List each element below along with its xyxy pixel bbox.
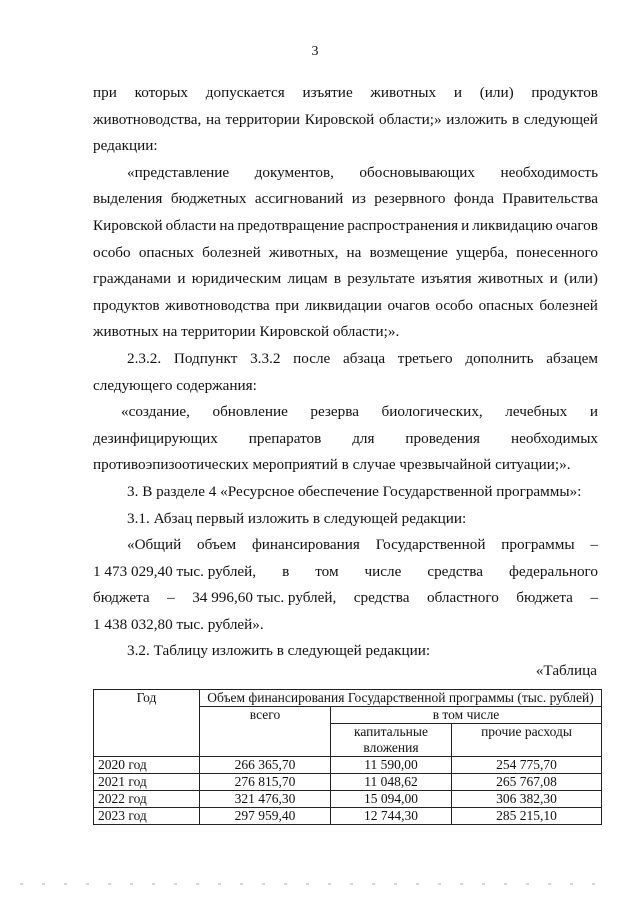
text-word: распространения (347, 216, 459, 234)
text-word: понесенного (516, 243, 598, 261)
cell-year: 2021 год (94, 774, 200, 791)
text-word: дезинфицирующих (93, 429, 218, 447)
table-row (94, 791, 602, 808)
cell-total: 321 476,30 (200, 791, 331, 808)
text-word: Подпункт (173, 349, 238, 367)
text-line (93, 240, 598, 267)
text-word: изъятие (302, 84, 353, 101)
text-word: опасных (138, 243, 194, 261)
text-word: 1 438 032,80 тыс. рублей». (93, 615, 264, 633)
text-word: опасных (478, 296, 534, 314)
text-word: – (167, 589, 175, 607)
text-word: лечебных (505, 403, 568, 421)
text-word: средства (427, 562, 484, 580)
text-word: «Общий (127, 536, 182, 554)
text-word: препаратов (248, 429, 322, 447)
text-word: выделения (93, 190, 163, 208)
text-word: третьего (397, 349, 453, 367)
text-word: при (93, 84, 117, 101)
table-row (94, 757, 602, 774)
text-word: области;» (378, 110, 442, 128)
text-word: «создание, (121, 403, 190, 421)
text-word: «представление (127, 163, 230, 181)
cell-year: 2020 год (94, 757, 200, 774)
text-word: редакции: (93, 137, 158, 155)
cell-capital: 11 048,62 (331, 774, 452, 791)
text-word: лицам (287, 270, 328, 288)
text-word: особо (435, 296, 473, 314)
text-word: программы (501, 536, 575, 554)
text-line (93, 186, 598, 213)
text-word: результате (347, 270, 415, 288)
header-main: Объем финансирования Государственной программы (тыс. рублей) (200, 690, 602, 707)
text-word: Кировской (304, 110, 375, 128)
text-word: из (351, 190, 366, 208)
text-word: (или) (564, 270, 598, 288)
cell-capital: 15 094,00 (331, 791, 452, 808)
text-word: допускается (205, 84, 285, 101)
text-word: гражданами (93, 270, 172, 288)
cell-total: 266 365,70 (200, 757, 331, 774)
table-row (94, 808, 602, 825)
text-word: обновление (212, 403, 288, 421)
header-capital: капитальные вложения (331, 724, 452, 757)
text-word: на (205, 110, 221, 128)
cell-other: 254 775,70 (452, 757, 602, 774)
text-word: ликвидацию (472, 216, 553, 234)
text-word: бюджета (93, 589, 150, 607)
text-word: Правительства (502, 190, 598, 208)
text-word: 2.3.2. (127, 349, 162, 367)
text-word: 34 996,60 тыс. рублей, (192, 589, 337, 607)
text-word: в (282, 562, 290, 580)
text-word: болезней (539, 296, 598, 314)
text-word: особо (93, 243, 131, 261)
cell-total: 276 815,70 (200, 774, 331, 791)
text-line (93, 479, 598, 506)
text-word: дополнить (465, 349, 534, 367)
text-word: объем (197, 536, 237, 554)
table-label: «Таблица (535, 662, 597, 679)
text-word: 3. В разделе 4 «Ресурсное обеспечение Государственной программы»: (127, 482, 582, 500)
text-line (93, 585, 598, 612)
text-line (93, 426, 598, 453)
text-word: возмещение (369, 243, 448, 261)
text-word: при (275, 296, 300, 314)
text-word: финансирования (251, 536, 360, 554)
cell-other: 306 382,30 (452, 791, 602, 808)
text-word: следующей (523, 110, 598, 128)
text-word: резервного (374, 190, 446, 208)
cell-other: 285 215,10 (452, 808, 602, 825)
text-word: животных, (268, 243, 339, 261)
text-word: ассигнований (254, 190, 344, 208)
text-word: юридическим (191, 270, 282, 288)
text-line (93, 213, 598, 240)
text-line (93, 532, 598, 559)
text-word: очагов (387, 296, 430, 314)
text-word: животноводства (165, 296, 270, 314)
text-word: для (352, 429, 375, 447)
text-word: изъятия (421, 270, 472, 288)
text-word: изложить (446, 110, 508, 128)
text-word: животноводства, (93, 110, 202, 128)
text-line (93, 638, 598, 665)
text-line (93, 80, 598, 107)
text-word: фонда (453, 190, 494, 208)
text-word: 3.2. Таблицу изложить в следующей редакции: (127, 642, 431, 660)
text-word: 3.1. Абзац первый изложить в следующей редакции: (127, 509, 467, 527)
text-word: территории (225, 110, 301, 128)
text-word: 3.3.2 (250, 349, 281, 367)
cell-capital: 11 590,00 (331, 757, 452, 774)
text-word: на (219, 216, 235, 234)
text-word: биологических, (381, 403, 483, 421)
table-row (94, 774, 602, 791)
text-word: следующего содержания: (93, 376, 257, 394)
text-word: и (589, 403, 598, 421)
text-word: животных (477, 270, 544, 288)
text-word: средства (353, 589, 410, 607)
header-total: всего (200, 707, 331, 757)
text-word: болезней (202, 243, 261, 261)
text-line (93, 133, 598, 160)
text-word: которых (134, 84, 189, 101)
text-word: продуктов (93, 296, 160, 314)
document-body (93, 80, 598, 665)
text-word: том (315, 562, 339, 580)
text-line (93, 107, 598, 134)
text-word: ликвидации (304, 296, 382, 314)
text-line (93, 319, 598, 346)
text-word: резерва (310, 403, 359, 421)
text-word: – (590, 536, 598, 554)
text-line (93, 346, 598, 373)
text-line (93, 506, 598, 533)
cell-total: 297 959,40 (200, 808, 331, 825)
text-line (93, 373, 598, 400)
text-word: числе (364, 562, 402, 580)
text-word: 1 473 029,40 тыс. рублей, (93, 562, 257, 580)
cell-year: 2023 год (94, 808, 200, 825)
financing-table (93, 689, 602, 825)
text-word: на (346, 243, 362, 261)
text-line (93, 293, 598, 320)
text-word: предотвращение (237, 216, 345, 234)
page-number: 3 (311, 44, 319, 59)
cell-capital: 12 744,30 (331, 808, 452, 825)
text-line (93, 160, 598, 187)
text-line (93, 452, 598, 479)
text-word: и (177, 270, 186, 288)
text-word: бюджета (516, 589, 573, 607)
text-word: бюджетных (170, 190, 247, 208)
text-word: проведения (405, 429, 481, 447)
text-word: Государственной (375, 536, 486, 554)
header-year: Год (94, 690, 200, 757)
text-word: в (333, 270, 342, 288)
table-header-row (94, 690, 602, 707)
text-word: после (293, 349, 331, 367)
text-word: очагов (555, 216, 598, 234)
header-other: прочие расходы (452, 724, 602, 757)
scan-artifact (20, 883, 610, 885)
text-word: области (165, 216, 217, 234)
text-word: продуктов (531, 84, 598, 101)
text-line (93, 559, 598, 586)
text-word: и (453, 84, 462, 101)
text-word: ущерба, (456, 243, 508, 261)
text-word: (или) (479, 84, 514, 101)
text-line (93, 399, 598, 426)
text-word: – (590, 589, 598, 607)
text-word: областного (426, 589, 499, 607)
text-line (93, 612, 598, 639)
text-word: абзаца (342, 349, 386, 367)
text-word: противоэпизоотических мероприятий в случае чрезвычайной ситуации;». (93, 456, 571, 474)
cell-year: 2022 год (94, 791, 200, 808)
text-line (93, 266, 598, 293)
text-word: животных (370, 84, 437, 101)
text-word: и (461, 216, 470, 234)
text-word: в (511, 110, 520, 128)
text-word: необходимых (510, 429, 598, 447)
text-word: необходимость (500, 163, 598, 181)
text-word: и (549, 270, 558, 288)
text-word: животных на территории Кировской области;». (93, 323, 400, 341)
text-word: документов, (254, 163, 334, 181)
text-word: Кировской (93, 216, 163, 234)
text-word: абзацем (546, 349, 598, 367)
text-word: федерального (509, 562, 598, 580)
header-including: в том числе (331, 707, 602, 724)
cell-other: 265 767,08 (452, 774, 602, 791)
text-word: обосновывающих (359, 163, 476, 181)
